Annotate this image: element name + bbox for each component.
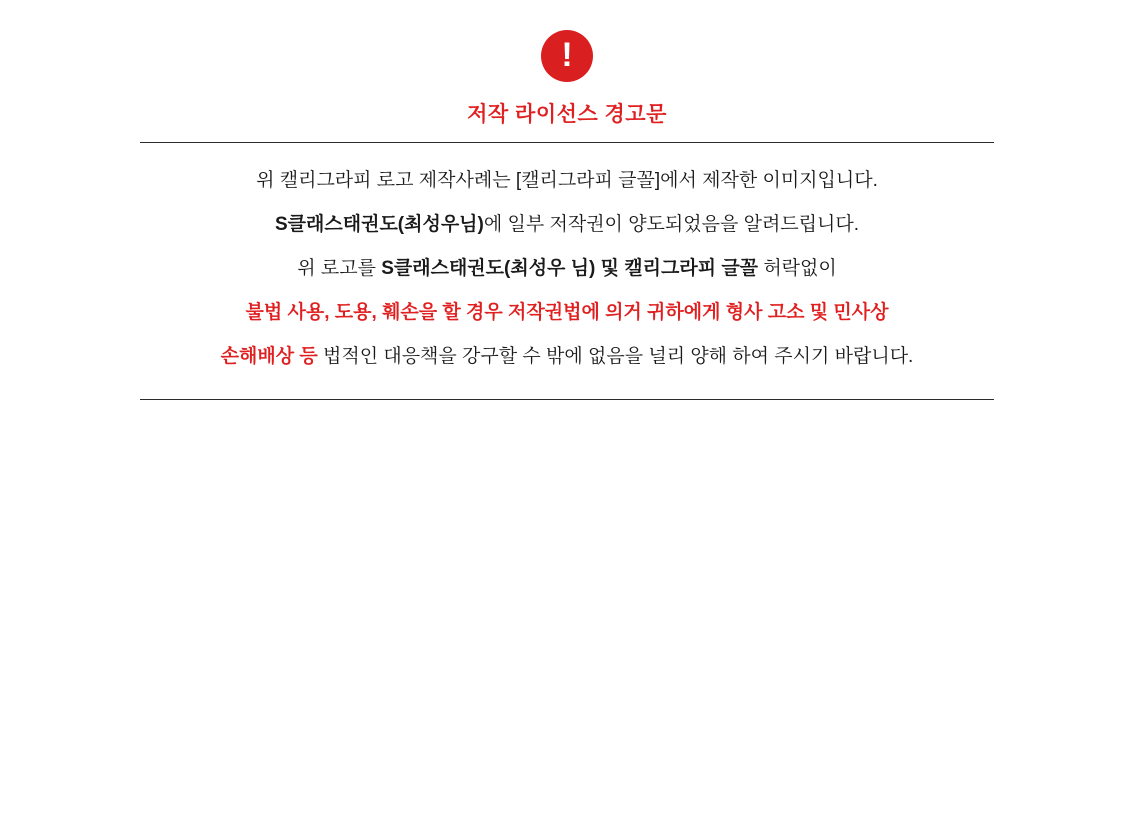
exclamation-icon-glyph: ! [561, 36, 573, 74]
notice-line-1 [140, 159, 994, 203]
notice-line-3-segment-1: 위 로고를 [297, 258, 382, 279]
notice-line-5-segment-2: 법적인 대응책을 강구할 수 밖에 없음을 널리 양해 하여 주시기 바랍니다. [317, 346, 914, 367]
notice-line-5 [140, 335, 994, 379]
notice-line-4-segment-1: 불법 사용, 도용, 훼손을 할 경우 저작권법에 의거 귀하에게 형사 고소 및 민사상 [245, 302, 889, 323]
notice-body [140, 142, 994, 400]
notice-line-3 [140, 247, 994, 291]
notice-line-2-segment-2: 에 일부 저작권이 양도되었음을 알려드립니다. [483, 214, 859, 235]
notice-line-3-segment-3: 허락없이 [758, 258, 837, 279]
exclamation-icon [541, 30, 593, 82]
notice-line-3-segment-2: S클래스태권도(최성우 님) 및 캘리그라피 글꼴 [381, 258, 759, 279]
notice-line-4 [140, 291, 994, 335]
notice-line-2 [140, 203, 994, 247]
page-title: 저작 라이선스 경고문 [467, 103, 667, 126]
notice-line-5-segment-1: 손해배상 등 [220, 346, 318, 367]
notice-line-1-segment-1: 위 캘리그라피 로고 제작사례는 [캘리그라피 글꼴]에서 제작한 이미지입니다. [256, 170, 878, 191]
license-warning-notice [0, 0, 1134, 400]
notice-line-2-segment-1: S클래스태권도(최성우님) [275, 214, 484, 235]
